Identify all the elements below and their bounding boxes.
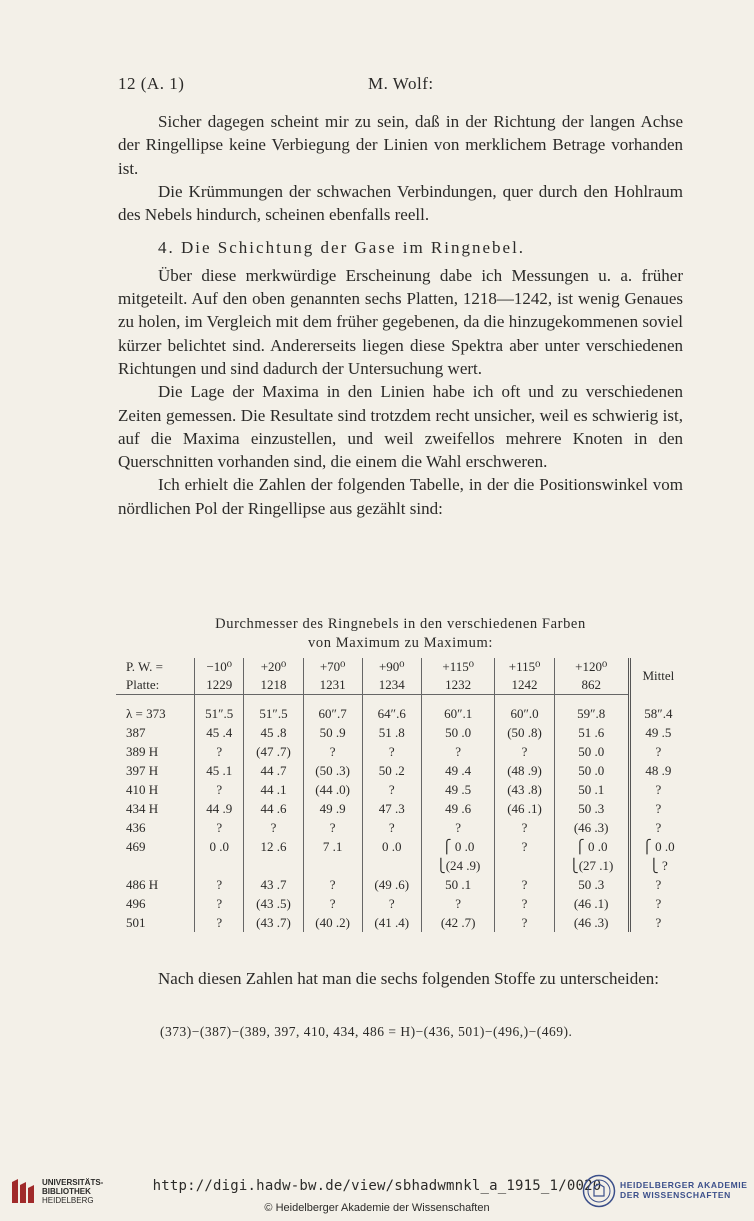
table-cell: (44 .0): [303, 780, 362, 799]
angle-header: +120⁰: [554, 658, 629, 676]
plate-label: Platte:: [116, 676, 195, 695]
paragraph-4: Die Lage der Maxima in den Linien habe ich oft und zu verschiedenen Zeiten gemessen. Die Resultate sind trotzdem recht unsicher, weil es schwierig ist, auf die Maxima einzustellen, und weil zweifellos mehrere Knoten in den Querschnitten vorhanden sind, die einem die Wahl erschweren.: [118, 382, 683, 472]
table-cell: 45 .1: [195, 761, 244, 780]
mittel-cell: ⎧ 0 .0: [629, 837, 686, 856]
mittel-cell: ?: [629, 799, 686, 818]
mittel-cell: ⎩ ?: [629, 856, 686, 875]
table-cell: 12 .6: [244, 837, 303, 856]
table-cell: ?: [362, 742, 421, 761]
wavelength-label: 434 H: [126, 800, 159, 816]
table-title: [118, 615, 683, 653]
table-cell: ?: [495, 818, 554, 837]
table-cell: ?: [303, 875, 362, 894]
table-cell: 50 .0: [421, 723, 495, 742]
table-cell: 44 .6: [244, 799, 303, 818]
table-row: [116, 894, 686, 913]
library-name: UNIVERSITÄTS- BIBLIOTHEK HEIDELBERG: [42, 1178, 104, 1205]
mittel-cell: ?: [629, 780, 686, 799]
table-cell: ?: [195, 742, 244, 761]
plate-header: 862: [554, 676, 629, 695]
table-cell: 49 .4: [421, 761, 495, 780]
angle-header: +115⁰: [421, 658, 495, 676]
closing-text: [118, 967, 683, 990]
paragraph-5: Ich erhielt die Zahlen der folgenden Tabelle, in der die Positionswinkel vom nördlichen Pol der Ringellipse aus gezählt sind:: [118, 475, 683, 518]
table-row: [116, 837, 686, 856]
angle-header: −10⁰: [195, 658, 244, 676]
section-heading: 4. Die Schichtung der Gase im Ringnebel.: [158, 238, 526, 258]
table-cell: [495, 856, 554, 875]
wavelength-label: 397 H: [126, 762, 159, 778]
table-cell: 60″.1: [421, 704, 495, 723]
paragraph-6: Nach diesen Zahlen hat man die sechs folgenden Stoffe zu unterscheiden:: [158, 969, 660, 988]
table-row: [116, 913, 686, 932]
table-cell: 44 .1: [244, 780, 303, 799]
plate-header: 1242: [495, 676, 554, 695]
mittel-cell: ?: [629, 742, 686, 761]
table-cell: [195, 856, 244, 875]
academy-seal-icon: [582, 1174, 616, 1208]
table-cell: ?: [195, 875, 244, 894]
table-cell: ?: [195, 913, 244, 932]
mittel-cell: ?: [629, 913, 686, 932]
table-body: [116, 695, 686, 933]
plate-header: 1229: [195, 676, 244, 695]
table-cell: (40 .2): [303, 913, 362, 932]
table-cell: (49 .6): [362, 875, 421, 894]
table-cell: ?: [421, 894, 495, 913]
wavelength-label: 496: [126, 895, 146, 911]
wavelength-label: 501: [126, 914, 146, 930]
table-row: [116, 856, 686, 875]
table-cell: ⎧ 0 .0: [554, 837, 629, 856]
table-cell: ?: [244, 818, 303, 837]
mittel-cell: 48 .9: [629, 761, 686, 780]
table-cell: ⎧ 0 .0: [421, 837, 495, 856]
table-cell: [362, 856, 421, 875]
mittel-cell: ?: [629, 875, 686, 894]
table-row: [116, 761, 686, 780]
table-cell: 60″.0: [495, 704, 554, 723]
permalink-url[interactable]: http://digi.hadw-bw.de/view/sbhadwmnkl_a_1915_1/0020: [152, 1178, 602, 1194]
academy-name: HEIDELBERGER AKADEMIE DER WISSENSCHAFTEN: [620, 1180, 748, 1200]
angle-header: +20⁰: [244, 658, 303, 676]
table-cell: 50 .0: [554, 761, 629, 780]
wavelength-label: 436: [126, 819, 146, 835]
table-cell: 0 .0: [362, 837, 421, 856]
table-cell: ?: [303, 742, 362, 761]
table-cell: 45 .4: [195, 723, 244, 742]
table-cell: 50 .1: [554, 780, 629, 799]
table-cell: ?: [362, 818, 421, 837]
table-cell: (50 .8): [495, 723, 554, 742]
table-cell: 49 .9: [303, 799, 362, 818]
diameter-table: [116, 658, 686, 932]
plate-header: 1231: [303, 676, 362, 695]
table-cell: 43 .7: [244, 875, 303, 894]
table-cell: ?: [362, 780, 421, 799]
wavelength-label: 387: [126, 724, 146, 740]
table-row: [116, 742, 686, 761]
mittel-cell: ?: [629, 894, 686, 913]
table-cell: 64″.6: [362, 704, 421, 723]
digitization-footer: [0, 1160, 754, 1221]
mittel-cell: 58″.4: [629, 704, 686, 723]
mittel-cell: ?: [629, 818, 686, 837]
table-cell: [303, 856, 362, 875]
table-header-plates: [116, 676, 686, 695]
paragraph-1: Sicher dagegen scheint mir zu sein, daß in der Richtung der langen Achse der Ringellipse keine Verbiegung der Linien von merklichem Betrage vorhanden ist.: [118, 112, 683, 178]
angle-header: +115⁰: [495, 658, 554, 676]
table-cell: (47 .7): [244, 742, 303, 761]
table-row: [116, 799, 686, 818]
table-cell: 50 .3: [554, 799, 629, 818]
table-cell: ?: [495, 913, 554, 932]
wavelength-label: [116, 856, 195, 875]
table-cell: ?: [421, 818, 495, 837]
paragraph-2: Die Krümmungen der schwachen Verbindungen, quer durch den Hohlraum des Nebels hindurch, scheinen ebenfalls reell.: [118, 181, 683, 225]
table-cell: (42 .7): [421, 913, 495, 932]
wavelength-label: 469: [126, 838, 146, 854]
table-cell: ⎩(27 .1): [554, 856, 629, 875]
table-cell: ?: [362, 894, 421, 913]
table-row: [116, 818, 686, 837]
wavelength-label: 389 H: [126, 743, 159, 759]
page-reference: 12 (A. 1): [118, 74, 185, 93]
table-cell: ?: [303, 818, 362, 837]
table-cell: 51 .6: [554, 723, 629, 742]
copyright-notice: © Heidelberger Akademie der Wissenschaften: [264, 1202, 490, 1214]
mittel-header: Mittel: [629, 658, 686, 695]
table-cell: 49 .5: [421, 780, 495, 799]
table-cell: ?: [195, 818, 244, 837]
wavelength-label: λ = 373: [126, 705, 166, 721]
table-cell: 50 .9: [303, 723, 362, 742]
body-text: [118, 110, 683, 520]
table-cell: ?: [303, 894, 362, 913]
table-cell: ?: [195, 780, 244, 799]
wavelength-label: 486 H: [126, 876, 159, 892]
table-cell: (43 .5): [244, 894, 303, 913]
table-cell: (50 .3): [303, 761, 362, 780]
table-cell: 49 .6: [421, 799, 495, 818]
table-cell: 45 .8: [244, 723, 303, 742]
table-cell: 50 .0: [554, 742, 629, 761]
table-row: [116, 704, 686, 723]
table-cell: 44 .9: [195, 799, 244, 818]
table-cell: ?: [495, 837, 554, 856]
table-cell: ?: [495, 875, 554, 894]
table-cell: (46 .3): [554, 818, 629, 837]
table-cell: (48 .9): [495, 761, 554, 780]
plate-header: 1218: [244, 676, 303, 695]
table-cell: 7 .1: [303, 837, 362, 856]
table-header-angles: [116, 658, 686, 676]
table-cell: (43 .7): [244, 913, 303, 932]
table-cell: ?: [495, 894, 554, 913]
table-cell: ?: [421, 742, 495, 761]
table-cell: (43 .8): [495, 780, 554, 799]
table-cell: 50 .2: [362, 761, 421, 780]
table-cell: (46 .1): [554, 894, 629, 913]
table-cell: (46 .1): [495, 799, 554, 818]
table-cell: [244, 856, 303, 875]
table-cell: (46 .3): [554, 913, 629, 932]
table-cell: 51″.5: [195, 704, 244, 723]
substance-formula: (373)−(387)−(389, 397, 410, 434, 486 = H)−(436, 501)−(496,)−(469).: [160, 1024, 573, 1039]
table-cell: 50 .3: [554, 875, 629, 894]
pw-label: P. W. =: [126, 659, 163, 674]
plate-header: 1234: [362, 676, 421, 695]
wavelength-label: 410 H: [126, 781, 159, 797]
table-cell: 47 .3: [362, 799, 421, 818]
table-cell: ?: [195, 894, 244, 913]
author-name: M. Wolf:: [368, 74, 434, 93]
table-title-line-1: Durchmesser des Ringnebels in den verschiedenen Farben: [215, 616, 586, 632]
table-cell: 51 .8: [362, 723, 421, 742]
paragraph-3: Über diese merkwürdige Erscheinung dabe ich Messungen u. a. früher mitgeteilt. Auf den oben genannten sechs Platten, 1218—1242, ist wenig Genaues zu holen, im Vergleich mit dem früher gegebenen, da die hinzugekommenen soviel kürzer belichtet sind. Andererseits liegen diese Spektra aber unter verschiedenen Richtungen und sind dadurch der Untersuchung wert.: [118, 265, 683, 378]
table-cell: 50 .1: [421, 875, 495, 894]
table-cell: (41 .4): [362, 913, 421, 932]
angle-header: +70⁰: [303, 658, 362, 676]
table-row: [116, 780, 686, 799]
table-cell: 60″.7: [303, 704, 362, 723]
mittel-cell: 49 .5: [629, 723, 686, 742]
table-cell: ⎩(24 .9): [421, 856, 495, 875]
table-cell: 44 .7: [244, 761, 303, 780]
table-cell: ?: [495, 742, 554, 761]
angle-header: +90⁰: [362, 658, 421, 676]
table-cell: 0 .0: [195, 837, 244, 856]
table-cell: 51″.5: [244, 704, 303, 723]
table-row: [116, 875, 686, 894]
table-title-line-2: von Maximum zu Maximum:: [308, 635, 493, 651]
table-cell: 59″.8: [554, 704, 629, 723]
plate-header: 1232: [421, 676, 495, 695]
table-row: [116, 723, 686, 742]
